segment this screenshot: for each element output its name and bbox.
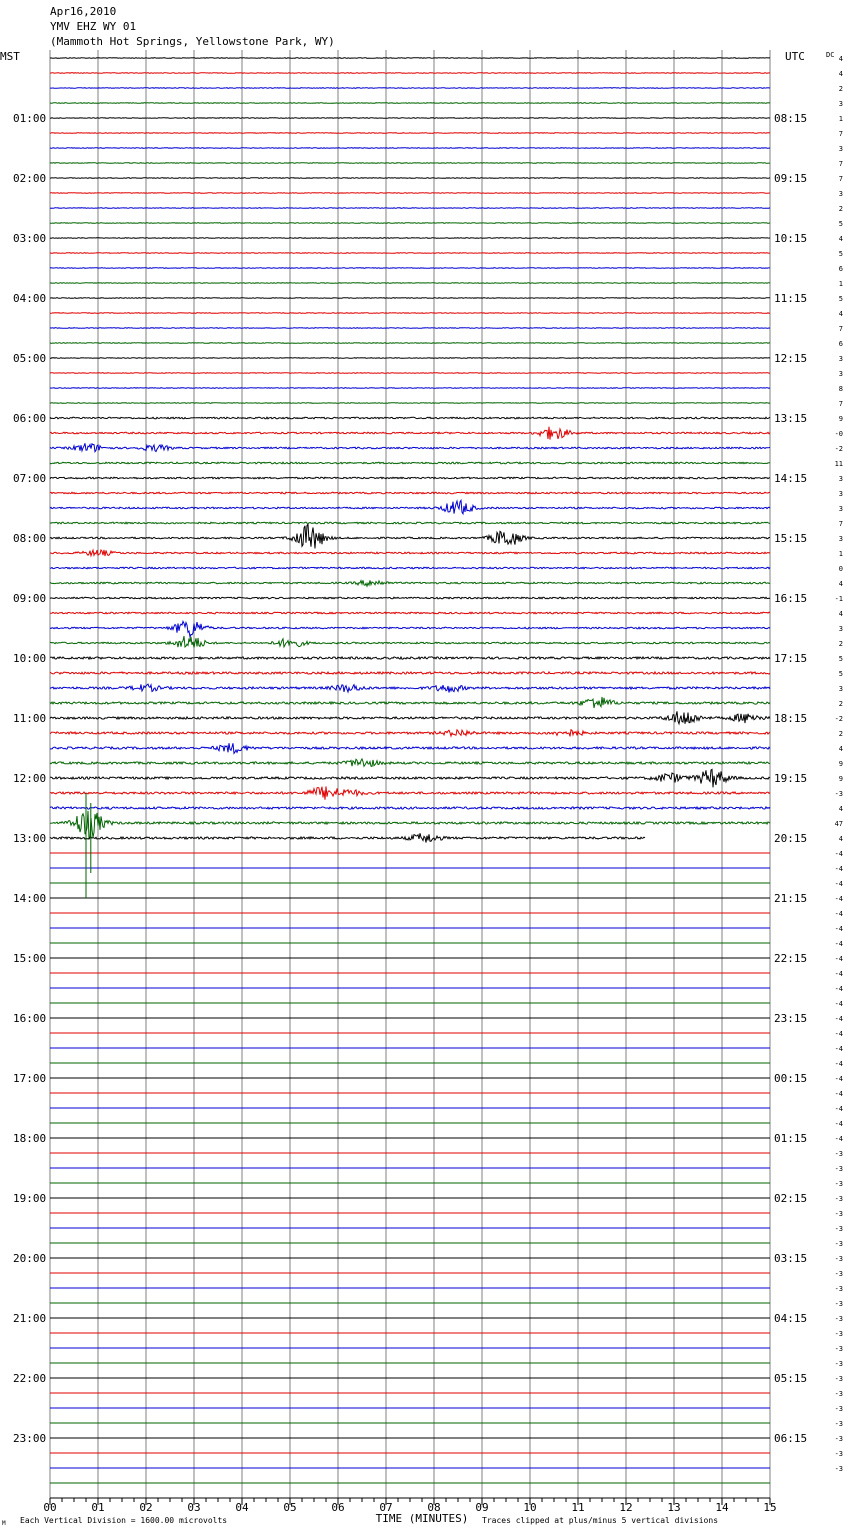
- trace-line: [50, 253, 770, 254]
- dc-offset-label: -4: [834, 1045, 843, 1053]
- left-hour-label: 11:00: [13, 712, 47, 725]
- right-hour-label: 00:15: [774, 1072, 808, 1085]
- left-hour-label: 20:00: [13, 1252, 47, 1265]
- trace-line: [50, 769, 770, 787]
- dc-offset-label: 4: [838, 835, 843, 843]
- dc-offset-label: 4: [838, 310, 843, 318]
- dc-offset-label: -3: [834, 1390, 843, 1398]
- header: [50, 5, 335, 48]
- trace-line: [50, 358, 770, 359]
- trace-line: [50, 328, 770, 329]
- dc-offset-label: 8: [838, 385, 843, 393]
- right-hour-label: 20:15: [774, 832, 808, 845]
- dc-offset-label: 7: [838, 400, 843, 408]
- trace-line: [50, 178, 770, 179]
- left-hour-label: 16:00: [13, 1012, 47, 1025]
- dc-offset-label: 6: [838, 265, 843, 273]
- x-tick-label: 12: [619, 1501, 633, 1514]
- trace-line: [50, 612, 770, 614]
- left-hour-label: 22:00: [13, 1372, 47, 1385]
- left-hour-label: 12:00: [13, 772, 47, 785]
- trace-line: [50, 697, 770, 708]
- dc-offset-label: 4: [838, 745, 843, 753]
- dc-offset-label: 2: [838, 205, 843, 213]
- header-date: Apr16,2010: [50, 5, 117, 18]
- trace-line: [50, 672, 770, 674]
- trace-line: [50, 743, 770, 753]
- right-hour-label: 18:15: [774, 712, 808, 725]
- trace-line: [50, 427, 770, 440]
- dc-offset-label: -4: [834, 955, 843, 963]
- dc-offset-label: 47: [834, 820, 843, 828]
- right-hour-label: 16:15: [774, 592, 808, 605]
- right-timezone-label: UTC: [785, 50, 805, 63]
- dc-offset-label: -4: [834, 1075, 843, 1083]
- dc-offset-label: -3: [834, 1195, 843, 1203]
- x-tick-label: 10: [523, 1501, 537, 1514]
- dc-offset-label: 3: [838, 505, 843, 513]
- dc-offset-label: -4: [834, 940, 843, 948]
- trace-line: [50, 388, 770, 389]
- x-tick-label: 08: [427, 1501, 441, 1514]
- dc-offset-label: -3: [834, 1240, 843, 1248]
- dc-offset-label: -3: [834, 1165, 843, 1173]
- dc-offset-label: 4: [838, 70, 843, 78]
- x-tick-label: 04: [235, 1501, 249, 1514]
- dc-offset-label: -3: [834, 1225, 843, 1233]
- dc-offset-label: 9: [838, 415, 843, 423]
- trace-line: [50, 462, 770, 464]
- dc-offset-label: 3: [838, 190, 843, 198]
- x-tick-label: 00: [43, 1501, 57, 1514]
- dc-offset-label: -3: [834, 1255, 843, 1263]
- dc-offset-label: 9: [838, 775, 843, 783]
- dc-offset-label: 3: [838, 685, 843, 693]
- dc-offset-label: 2: [838, 85, 843, 93]
- left-hour-label: 04:00: [13, 292, 47, 305]
- scale-note: Each Vertical Division = 1600.00 microvolts: [20, 1516, 228, 1525]
- trace-line: [50, 223, 770, 224]
- trace-line: [50, 492, 770, 494]
- left-hour-label: 03:00: [13, 232, 47, 245]
- dc-offset-label: 5: [838, 655, 843, 663]
- dc-offset-label: -4: [834, 880, 843, 888]
- dc-offset-label: -3: [834, 1270, 843, 1278]
- left-hour-label: 06:00: [13, 412, 47, 425]
- right-hour-label: 12:15: [774, 352, 808, 365]
- dc-offset-label: 7: [838, 160, 843, 168]
- trace-line: [50, 759, 770, 767]
- trace-line: [50, 580, 770, 586]
- dc-offset-label: 4: [838, 805, 843, 813]
- dc-offset-label: -0: [834, 430, 843, 438]
- dc-offset-label: -4: [834, 1135, 843, 1143]
- corner-mark: M: [2, 1520, 6, 1527]
- trace-line: [50, 786, 770, 799]
- right-hour-label: 08:15: [774, 112, 808, 125]
- dc-offset-label: -4: [834, 970, 843, 978]
- dc-offset-label: 7: [838, 325, 843, 333]
- x-tick-label: 02: [139, 1501, 153, 1514]
- trace-line: [50, 133, 770, 134]
- trace-line: [50, 636, 770, 648]
- right-hour-label: 11:15: [774, 292, 808, 305]
- dc-offset-label: -4: [834, 985, 843, 993]
- dc-offset-label: 4: [838, 610, 843, 618]
- left-hour-label: 01:00: [13, 112, 47, 125]
- trace-line: [50, 268, 770, 269]
- dc-offset-label: -2: [834, 445, 843, 453]
- dc-offset-label: -4: [834, 1090, 843, 1098]
- dc-offset-label: -3: [834, 790, 843, 798]
- x-tick-label: 15: [763, 1501, 777, 1514]
- right-hour-label: 23:15: [774, 1012, 808, 1025]
- dc-offset-label: -4: [834, 925, 843, 933]
- trace-line: [50, 730, 770, 737]
- x-tick-label: 13: [667, 1501, 681, 1514]
- right-hour-label: 02:15: [774, 1192, 808, 1205]
- dc-offset-label: 4: [838, 580, 843, 588]
- left-timezone-label: MST: [0, 50, 20, 63]
- x-tick-label: 09: [475, 1501, 489, 1514]
- dc-offset-label: -4: [834, 1060, 843, 1068]
- dc-offset-label: -3: [834, 1345, 843, 1353]
- dc-offset-label: -4: [834, 850, 843, 858]
- right-hour-label: 21:15: [774, 892, 808, 905]
- trace-line: [50, 238, 770, 239]
- dc-offset-label: -4: [834, 1030, 843, 1038]
- dc-offset-label: -4: [834, 1000, 843, 1008]
- dc-offset-label: 3: [838, 475, 843, 483]
- dc-offset-label: 7: [838, 130, 843, 138]
- x-tick-label: 06: [331, 1501, 345, 1514]
- trace-line: [50, 73, 770, 74]
- dc-offset-label: 3: [838, 100, 843, 108]
- trace-line: [50, 657, 770, 659]
- x-tick-label: 11: [571, 1501, 585, 1514]
- x-tick-label: 05: [283, 1501, 297, 1514]
- trace-line: [50, 597, 770, 599]
- dc-offset-label: -3: [834, 1450, 843, 1458]
- dc-offset-label: 5: [838, 250, 843, 258]
- right-hour-label: 05:15: [774, 1372, 808, 1385]
- trace-line: [50, 103, 770, 104]
- right-hour-label: 03:15: [774, 1252, 808, 1265]
- dc-offset-label: 5: [838, 220, 843, 228]
- dc-offset-label: 7: [838, 175, 843, 183]
- right-hour-label: 17:15: [774, 652, 808, 665]
- trace-line: [50, 118, 770, 119]
- dc-offset-label: 1: [838, 280, 843, 288]
- dc-offset-label: 2: [838, 730, 843, 738]
- dc-offset-label: -3: [834, 1405, 843, 1413]
- trace-line: [50, 343, 770, 344]
- trace-line: [50, 443, 770, 451]
- trace-line: [50, 88, 770, 89]
- trace-line: [50, 313, 770, 314]
- dc-offset-label: 1: [838, 550, 843, 558]
- dc-offset-label: 3: [838, 535, 843, 543]
- clip-note: Traces clipped at plus/minus 5 vertical divisions: [482, 1516, 719, 1525]
- seismic-traces: [50, 58, 770, 1483]
- dc-offset-label: 4: [838, 235, 843, 243]
- right-hour-label: 22:15: [774, 952, 808, 965]
- dc-offset-label: -4: [834, 1105, 843, 1113]
- dc-offset-label: -3: [834, 1465, 843, 1473]
- dc-offset-label: -3: [834, 1180, 843, 1188]
- left-hour-label: 23:00: [13, 1432, 47, 1445]
- right-hour-label: 01:15: [774, 1132, 808, 1145]
- trace-line: [50, 58, 770, 59]
- dc-offset-label: -4: [834, 1015, 843, 1023]
- trace-line: [50, 684, 770, 692]
- trace-line: [50, 373, 770, 374]
- trace-line: [50, 298, 770, 299]
- x-tick-label: 03: [187, 1501, 201, 1514]
- trace-line: [50, 148, 770, 149]
- x-tick-label: 07: [379, 1501, 393, 1514]
- dc-offset-label: 2: [838, 640, 843, 648]
- dc-offset-label: -1: [834, 595, 843, 603]
- right-hour-labels: [774, 112, 807, 1445]
- dc-offset-label: -3: [834, 1285, 843, 1293]
- dc-offset-label: 1: [838, 115, 843, 123]
- trace-line: [50, 833, 645, 842]
- left-hour-label: 08:00: [13, 532, 47, 545]
- dc-offset-label: -3: [834, 1300, 843, 1308]
- right-hour-label: 06:15: [774, 1432, 808, 1445]
- dc-offset-label: -3: [834, 1435, 843, 1443]
- trace-line: [50, 163, 770, 164]
- trace-line: [50, 807, 770, 809]
- dc-offset-label: -4: [834, 895, 843, 903]
- left-hour-labels: [13, 112, 46, 1445]
- dc-offset-label: -4: [834, 1120, 843, 1128]
- dc-offset-label: 3: [838, 625, 843, 633]
- dc-offset-label: 2: [838, 700, 843, 708]
- left-hour-label: 02:00: [13, 172, 47, 185]
- trace-line: [50, 500, 770, 513]
- trace-line: [50, 522, 770, 524]
- trace-line: [50, 524, 770, 548]
- left-hour-label: 07:00: [13, 472, 47, 485]
- left-hour-label: 09:00: [13, 592, 47, 605]
- dc-offset-label: 0: [838, 565, 843, 573]
- left-hour-label: 18:00: [13, 1132, 47, 1145]
- right-hour-label: 10:15: [774, 232, 808, 245]
- trace-line: [50, 621, 770, 636]
- header-location: (Mammoth Hot Springs, Yellowstone Park, WY): [50, 35, 335, 48]
- dc-offset-label: -3: [834, 1375, 843, 1383]
- left-hour-label: 14:00: [13, 892, 47, 905]
- right-hour-label: 09:15: [774, 172, 808, 185]
- left-hour-label: 10:00: [13, 652, 47, 665]
- dc-offset-label: -3: [834, 1420, 843, 1428]
- trace-line: [50, 403, 770, 404]
- dc-offset-label: -2: [834, 715, 843, 723]
- dc-offset-label: 3: [838, 490, 843, 498]
- dc-offset-label: -3: [834, 1360, 843, 1368]
- dc-offset-label: -4: [834, 865, 843, 873]
- dc-offset-label: -3: [834, 1150, 843, 1158]
- dc-offset-label: 3: [838, 370, 843, 378]
- dc-offset-label: 9: [838, 760, 843, 768]
- dc-offset-label: 3: [838, 145, 843, 153]
- header-station: YMV EHZ WY 01: [50, 20, 137, 33]
- right-hour-label: 14:15: [774, 472, 808, 485]
- trace-line: [50, 567, 770, 569]
- trace-line: [50, 811, 770, 839]
- dc-offset-label: -3: [834, 1315, 843, 1323]
- left-hour-label: 05:00: [13, 352, 47, 365]
- left-hour-label: 21:00: [13, 1312, 47, 1325]
- trace-line: [50, 550, 770, 556]
- dc-offset-label: -3: [834, 1330, 843, 1338]
- dc-offset-label: 5: [838, 295, 843, 303]
- dc-offset-label: 11: [834, 460, 843, 468]
- dc-offset-label: -4: [834, 910, 843, 918]
- left-hour-label: 13:00: [13, 832, 47, 845]
- dc-offset-label: -3: [834, 1210, 843, 1218]
- dc-offset-label: 4: [838, 55, 843, 63]
- trace-line: [50, 283, 770, 284]
- x-tick-label: 01: [91, 1501, 105, 1514]
- dc-offset-label: 3: [838, 355, 843, 363]
- trace-line: [50, 477, 770, 479]
- right-hour-label: 04:15: [774, 1312, 808, 1325]
- trace-line: [50, 208, 770, 209]
- left-hour-label: 17:00: [13, 1072, 47, 1085]
- right-hour-label: 13:15: [774, 412, 808, 425]
- trace-line: [50, 711, 770, 724]
- x-axis-title: TIME (MINUTES): [375, 1512, 469, 1525]
- dc-offset-label: 6: [838, 340, 843, 348]
- dc-offset-label: 5: [838, 670, 843, 678]
- time-gridlines: [50, 50, 770, 1498]
- dc-offset-labels: [835, 55, 843, 1473]
- right-hour-label: 15:15: [774, 532, 808, 545]
- left-hour-label: 15:00: [13, 952, 47, 965]
- trace-line: [50, 193, 770, 194]
- right-hour-label: 19:15: [774, 772, 808, 785]
- left-hour-label: 19:00: [13, 1192, 47, 1205]
- dc-label: DC: [826, 51, 835, 59]
- dc-offset-label: 7: [838, 520, 843, 528]
- x-tick-label: 14: [715, 1501, 729, 1514]
- trace-line: [50, 417, 770, 419]
